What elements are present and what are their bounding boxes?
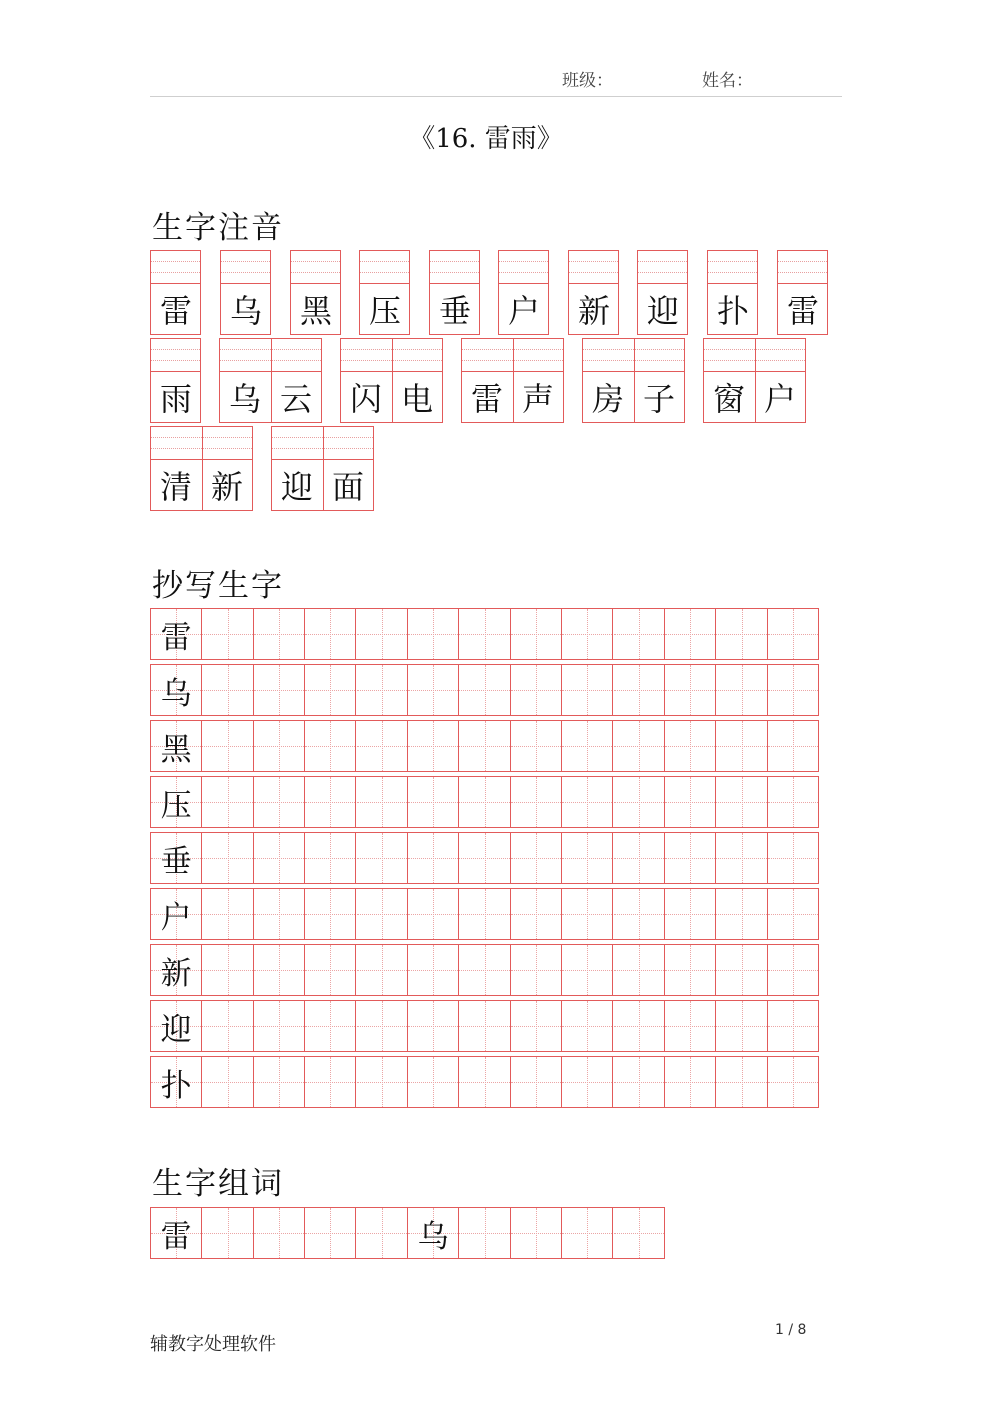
tian-grid-cell[interactable] [665,945,716,995]
pinyin-cell[interactable] [271,426,374,511]
tian-grid-cell[interactable] [665,833,716,883]
hanzi-char: 清 [159,468,192,506]
tian-grid-cell[interactable] [254,1208,305,1258]
hanzi-char: 户 [763,380,796,418]
tian-grid-cell[interactable] [408,1208,459,1258]
pinyin-cell[interactable] [582,338,685,423]
tian-grid-cell[interactable] [665,889,716,939]
tian-grid-cell[interactable] [408,777,459,827]
tian-grid-cell[interactable] [614,721,665,771]
pinyin-writing-band[interactable] [708,251,757,284]
hanzi-char: 雨 [159,380,192,418]
tian-grid-cell[interactable] [459,1001,510,1051]
tian-grid-cell[interactable] [562,945,613,995]
tian-grid-cell[interactable] [614,665,665,715]
writing-row [150,720,819,772]
tian-grid-cell[interactable] [459,777,510,827]
tian-grid-cell[interactable] [151,945,202,995]
cell-separator [202,427,203,510]
tian-grid-cell[interactable] [665,1001,716,1051]
tian-grid-cell[interactable] [357,1208,408,1258]
pinyin-writing-band[interactable] [499,251,548,284]
cell-separator [323,427,324,510]
tian-grid-cell[interactable] [305,665,356,715]
tian-grid-cell[interactable] [511,665,562,715]
pinyin-writing-band[interactable] [778,251,827,284]
model-char: 迎 [160,1011,192,1048]
tian-grid-cell[interactable] [768,609,819,659]
tian-grid-cell[interactable] [202,609,253,659]
tian-grid-cell[interactable] [562,833,613,883]
tian-grid-cell[interactable] [768,665,819,715]
hanzi-char: 扑 [716,292,749,330]
model-char: 雷 [160,619,192,656]
model-char: 雷 [160,1218,192,1255]
pinyin-writing-band[interactable] [151,251,200,284]
tian-grid-cell[interactable] [151,721,202,771]
tian-grid-cell[interactable] [202,777,253,827]
tian-grid-cell[interactable] [305,1057,356,1107]
tian-grid-cell[interactable] [408,1001,459,1051]
writing-row [150,664,819,716]
hanzi-char: 迎 [280,468,313,506]
model-char: 扑 [160,1067,192,1104]
tian-grid-cell[interactable] [768,945,819,995]
tian-grid-cell[interactable] [459,833,510,883]
tian-grid-cell[interactable] [614,777,665,827]
section-title-compose: 生字组词 [152,1166,284,1202]
tian-grid-cell[interactable] [202,665,253,715]
tian-grid-cell[interactable] [665,609,716,659]
tian-grid-cell[interactable] [562,889,613,939]
tian-grid-cell[interactable] [254,665,305,715]
section-title-annotate: 生字注音 [152,210,284,246]
pinyin-cell[interactable] [429,250,480,335]
tian-grid-cell[interactable] [357,889,408,939]
model-char: 乌 [160,675,192,712]
pinyin-cell[interactable] [461,338,564,423]
tian-grid-cell[interactable] [459,609,510,659]
hanzi-char: 雷 [159,292,192,330]
tian-grid-cell[interactable] [459,665,510,715]
tian-grid-cell[interactable] [665,665,716,715]
tian-grid-cell[interactable] [254,721,305,771]
tian-grid-cell[interactable] [305,721,356,771]
writing-row [150,776,819,828]
tian-grid-cell[interactable] [614,1208,665,1258]
tian-grid-cell[interactable] [408,833,459,883]
tian-grid-cell[interactable] [716,777,767,827]
hanzi-char: 窗 [712,380,745,418]
tian-grid-cell[interactable] [357,833,408,883]
hanzi-char: 压 [368,292,401,330]
tian-grid-cell[interactable] [202,1208,253,1258]
tian-grid-cell[interactable] [305,1208,356,1258]
tian-grid-cell[interactable] [459,889,510,939]
writing-row [150,944,819,996]
tian-grid-cell[interactable] [511,1001,562,1051]
tian-grid-cell[interactable] [254,777,305,827]
tian-grid-cell[interactable] [151,609,202,659]
hanzi-char: 房 [591,380,624,418]
tian-grid-cell[interactable] [408,609,459,659]
hanzi-char: 面 [331,468,364,506]
tian-grid-cell[interactable] [665,1057,716,1107]
tian-grid-cell[interactable] [202,1057,253,1107]
model-char: 新 [160,955,192,992]
model-char: 乌 [417,1218,449,1255]
writing-row [150,832,819,884]
tian-grid-cell[interactable] [614,833,665,883]
tian-grid-cell[interactable] [202,945,253,995]
pinyin-cell[interactable] [340,338,443,423]
tian-grid-cell[interactable] [511,1057,562,1107]
page-number: 1 / 8 [775,1322,807,1338]
tian-grid-cell[interactable] [408,945,459,995]
tian-grid-cell[interactable] [511,721,562,771]
writing-row [150,888,819,940]
tian-grid-cell[interactable] [614,889,665,939]
tian-grid-cell[interactable] [511,609,562,659]
tian-grid-cell[interactable] [357,777,408,827]
tian-grid-cell[interactable] [614,609,665,659]
pinyin-cell[interactable] [220,250,271,335]
tian-grid-cell[interactable] [716,721,767,771]
tian-grid-cell[interactable] [511,833,562,883]
tian-grid-cell[interactable] [202,889,253,939]
cell-separator [392,339,393,422]
model-char: 户 [160,899,192,936]
tian-grid-cell[interactable] [716,1001,767,1051]
pinyin-cell[interactable] [637,250,688,335]
tian-grid-cell[interactable] [151,665,202,715]
tian-grid-cell[interactable] [357,665,408,715]
hanzi-char: 云 [279,380,312,418]
pinyin-cell[interactable] [568,250,619,335]
tian-grid-cell[interactable] [562,1208,613,1258]
tian-grid-cell[interactable] [357,1001,408,1051]
hanzi-char: 迎 [646,292,679,330]
hanzi-char: 雷 [470,380,503,418]
tian-grid-cell[interactable] [768,1057,819,1107]
pinyin-cell[interactable] [150,426,253,511]
pinyin-cell[interactable] [150,250,201,335]
cell-separator [634,339,635,422]
writing-row [150,1000,819,1052]
tian-grid-cell[interactable] [151,777,202,827]
model-char: 垂 [160,843,192,880]
pinyin-cell[interactable] [150,338,201,423]
hanzi-char: 声 [521,380,554,418]
tian-grid-cell[interactable] [305,833,356,883]
tian-grid-cell[interactable] [408,1057,459,1107]
hanzi-char: 乌 [229,292,262,330]
tian-grid-cell[interactable] [716,945,767,995]
tian-grid-cell[interactable] [562,1001,613,1051]
pinyin-cell[interactable] [219,338,322,423]
hanzi-char: 垂 [438,292,471,330]
writing-row [150,1207,665,1259]
tian-grid-cell[interactable] [768,1001,819,1051]
model-char: 黑 [160,731,192,768]
tian-grid-cell[interactable] [202,721,253,771]
tian-grid-cell[interactable] [151,833,202,883]
pinyin-cell[interactable] [707,250,758,335]
pinyin-writing-band[interactable] [291,251,340,284]
hanzi-char: 新 [577,292,610,330]
tian-grid-cell[interactable] [254,1001,305,1051]
pinyin-cell[interactable] [290,250,341,335]
tian-grid-cell[interactable] [459,945,510,995]
tian-grid-cell[interactable] [254,945,305,995]
tian-grid-cell[interactable] [254,833,305,883]
tian-grid-cell[interactable] [614,1001,665,1051]
tian-grid-cell[interactable] [716,609,767,659]
tian-grid-cell[interactable] [408,889,459,939]
tian-grid-cell[interactable] [151,1057,202,1107]
pinyin-cell[interactable] [498,250,549,335]
tian-grid-cell[interactable] [357,945,408,995]
cell-separator [513,339,514,422]
tian-grid-cell[interactable] [716,665,767,715]
tian-grid-cell[interactable] [459,1208,510,1258]
hanzi-char: 黑 [299,292,332,330]
tian-grid-cell[interactable] [665,721,716,771]
tian-grid-cell[interactable] [511,1208,562,1258]
tian-grid-cell[interactable] [716,833,767,883]
class-label: 班级： [562,71,613,91]
page-title: 《16. 雷雨》 [409,124,563,154]
pinyin-cell[interactable] [359,250,410,335]
tian-grid-cell[interactable] [768,721,819,771]
tian-grid-cell[interactable] [768,889,819,939]
cell-separator [271,339,272,422]
tian-grid-cell[interactable] [408,665,459,715]
pinyin-writing-band[interactable] [569,251,618,284]
writing-row [150,1056,819,1108]
header-divider [150,96,842,97]
tian-grid-cell[interactable] [562,1057,613,1107]
tian-grid-cell[interactable] [511,945,562,995]
tian-grid-cell[interactable] [768,777,819,827]
tian-grid-cell[interactable] [305,889,356,939]
tian-grid-cell[interactable] [151,889,202,939]
footer-software: 辅教字处理软件 [150,1334,276,1355]
tian-grid-cell[interactable] [614,1057,665,1107]
pinyin-writing-band[interactable] [360,251,409,284]
pinyin-writing-band[interactable] [151,339,200,372]
tian-grid-cell[interactable] [305,609,356,659]
tian-grid-cell[interactable] [254,889,305,939]
section-title-copy: 抄写生字 [152,568,284,604]
tian-grid-cell[interactable] [716,1057,767,1107]
tian-grid-cell[interactable] [562,721,613,771]
hanzi-char: 闪 [349,380,382,418]
tian-grid-cell[interactable] [614,945,665,995]
pinyin-writing-band[interactable] [430,251,479,284]
tian-grid-cell[interactable] [459,721,510,771]
tian-grid-cell[interactable] [562,777,613,827]
hanzi-char: 雷 [786,292,819,330]
hanzi-char: 子 [642,380,675,418]
tian-grid-cell[interactable] [202,833,253,883]
model-char: 压 [160,787,192,824]
tian-grid-cell[interactable] [357,721,408,771]
tian-grid-cell[interactable] [768,833,819,883]
cell-separator [755,339,756,422]
hanzi-char: 乌 [228,380,261,418]
tian-grid-cell[interactable] [562,665,613,715]
tian-grid-cell[interactable] [305,945,356,995]
pinyin-writing-band[interactable] [638,251,687,284]
name-label: 姓名： [702,71,753,91]
tian-grid-cell[interactable] [357,1057,408,1107]
tian-grid-cell[interactable] [254,609,305,659]
hanzi-char: 户 [507,292,540,330]
tian-grid-cell[interactable] [511,889,562,939]
hanzi-char: 电 [400,380,433,418]
tian-grid-cell[interactable] [305,1001,356,1051]
tian-grid-cell[interactable] [408,721,459,771]
tian-grid-cell[interactable] [254,1057,305,1107]
tian-grid-cell[interactable] [459,1057,510,1107]
tian-grid-cell[interactable] [665,777,716,827]
tian-grid-cell[interactable] [357,609,408,659]
tian-grid-cell[interactable] [305,777,356,827]
pinyin-cell[interactable] [777,250,828,335]
writing-row [150,608,819,660]
tian-grid-cell[interactable] [562,609,613,659]
tian-grid-cell[interactable] [716,889,767,939]
pinyin-cell[interactable] [703,338,806,423]
pinyin-writing-band[interactable] [221,251,270,284]
tian-grid-cell[interactable] [202,1001,253,1051]
tian-grid-cell[interactable] [511,777,562,827]
tian-grid-cell[interactable] [151,1208,202,1258]
hanzi-char: 新 [210,468,243,506]
tian-grid-cell[interactable] [151,1001,202,1051]
